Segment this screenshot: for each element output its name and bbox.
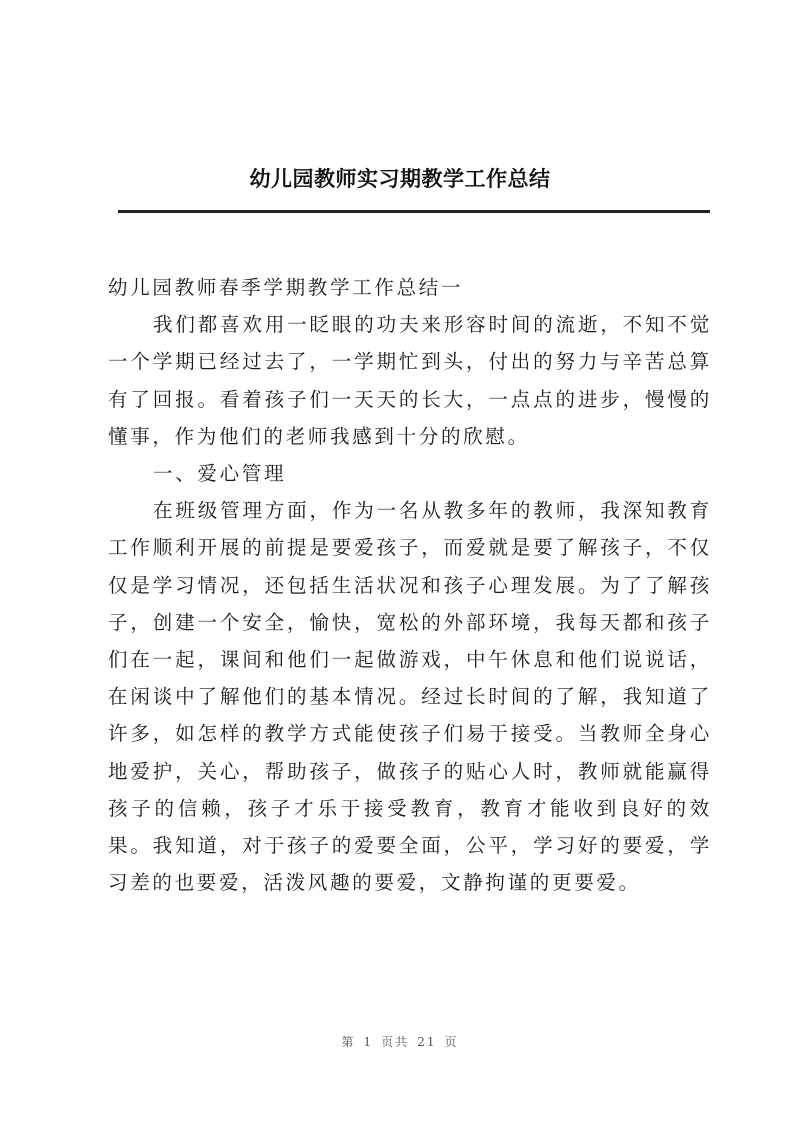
- footer-current-page: 1: [363, 1035, 374, 1049]
- section-subtitle: 幼儿园教师春季学期教学工作总结一: [108, 276, 464, 299]
- document-body: [108, 269, 712, 901]
- paragraph-intro: 我们都喜欢用一眨眼的功夫来形容时间的流逝，不知不觉一个学期已经过去了，一学期忙到头，付出的努力与辛苦总算有了回报。看着孩子们一天天的长大，一点点的进步，慢慢的懂事，作为他们的老师我感到十分的欣慰。: [108, 313, 712, 448]
- footer-total-pages: 21: [417, 1035, 437, 1049]
- page-footer: [0, 1033, 800, 1050]
- document-title: 幼儿园教师实习期教学工作总结: [249, 166, 551, 191]
- section-heading-love-management: 一、爱心管理: [153, 462, 287, 486]
- paragraph-class-management: 在班级管理方面，作为一名从教多年的教师，我深知教育工作顺利开展的前提是要爱孩子，而爱就是要了解孩子，不仅仅是学习情况，还包括生活状况和孩子心理发展。为了了解孩子，创建一个安全，愉快，宽松的外部环境，我每天都和孩子们在一起，课间和他们一起做游戏，中午休息和他们说说话，在闲谈中了解他们的基本情况。经过长时间的了解，我知道了许多，如怎样的教学方式能使孩子们易于接受。当教师全身心地爱护，关心，帮助孩子，做孩子的贴心人时，教师就能赢得孩子的信赖，孩子才乐于接受教育，教育才能收到良好的效果。我知道，对于孩子的爱要全面，公平，学习好的要爱，学习差的也要爱，活泼风趣的要爱，文静拘谨的更要爱。: [108, 499, 712, 895]
- footer-suffix: 页: [444, 1035, 459, 1049]
- footer-mid: 页共: [381, 1035, 410, 1049]
- footer-prefix: 第: [341, 1035, 356, 1049]
- title-underline: [118, 210, 710, 213]
